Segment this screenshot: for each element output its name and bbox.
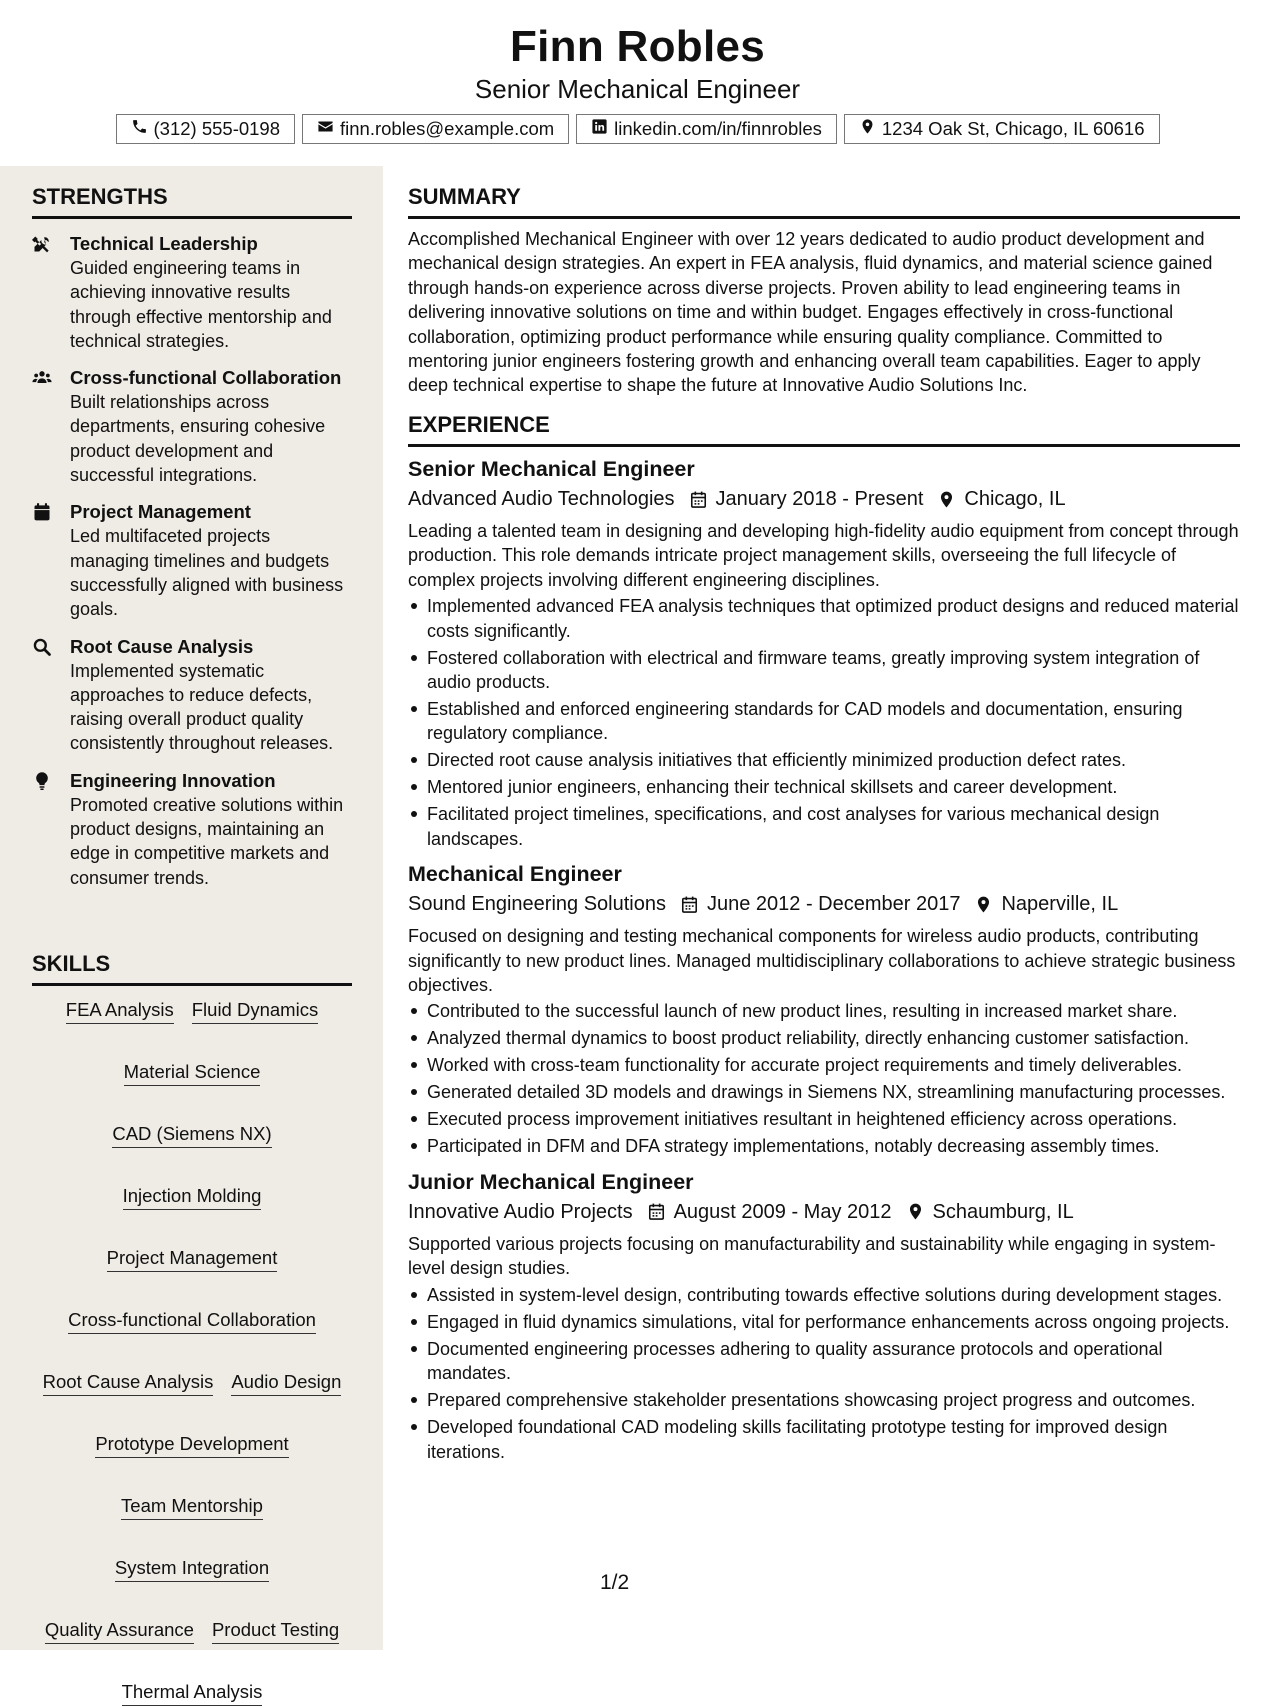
contact-address[interactable] (844, 114, 1160, 144)
job-location: Schaumburg, IL (932, 1200, 1074, 1223)
calendar-icon (647, 1202, 666, 1221)
job-location: Chicago, IL (964, 488, 1066, 510)
skill-tag: Cross-functional Collaboration (68, 1308, 316, 1334)
main-content (383, 166, 1275, 1650)
phone-icon (131, 118, 148, 140)
candidate-name: Finn Robles (509, 22, 766, 71)
strength-title: Engineering Innovation (70, 769, 276, 791)
bullet-item: Participated in DFM and DFA strategy implementations, notably decreasing assembly times. (408, 1134, 1240, 1158)
calendar-icon (680, 895, 699, 914)
job-bullets (408, 999, 1240, 1158)
summary-text: Accomplished Mechanical Engineer with over 12 years dedicated to audio product development and mechanical design strategies. An expert in FEA analysis, fluid dynamics, and material science gained through hands-on experience across diverse projects. Proven ability to lead engineering teams in delivering innovative solutions on time and within budget. Engages effectively in cross-functional collaboration, optimizing product performance while ensuring quality compliance. Committed to mentoring junior engineers fostering growth and enhancing overall team capabilities. Eager to apply deep technical expertise to shape the future at Innovative Audio Solutions Inc. (408, 229, 1213, 396)
job-meta (408, 1199, 1240, 1225)
address-text: 1234 Oak St, Chicago, IL 60616 (881, 118, 1145, 139)
skills-heading: SKILLS (32, 951, 352, 986)
bullet-item: Documented engineering processes adhering to quality assurance protocols and operational mandates. (408, 1337, 1240, 1386)
contact-linkedin[interactable] (576, 114, 837, 144)
strength-desc: Guided engineering teams in achieving innovative results through effective mentorship and technical strategies. (70, 258, 332, 351)
contact-phone[interactable] (116, 114, 296, 144)
job-description: Focused on designing and testing mechanical components for wireless audio products, contributing significantly to new product lines. Managed multidisciplinary collaborations to achieve strategic business objectives. (408, 926, 1236, 996)
tools-icon (32, 232, 70, 353)
map-pin-icon (906, 1202, 925, 1221)
contact-email[interactable] (302, 114, 569, 144)
strength-item (32, 500, 352, 621)
strengths-section (32, 184, 352, 890)
bullet-item: Assisted in system-level design, contributing towards effective solutions during development stages. (408, 1283, 1240, 1307)
bullet-item: Engaged in fluid dynamics simulations, vital for performance enhancements across ongoing projects. (408, 1310, 1240, 1334)
phone-text: (312) 555-0198 (153, 118, 281, 139)
strength-title: Root Cause Analysis (70, 635, 254, 657)
skill-tag: Team Mentorship (121, 1494, 263, 1520)
strengths-heading: STRENGTHS (32, 184, 352, 219)
skill-tag: Project Management (107, 1246, 278, 1272)
sidebar (0, 166, 383, 1702)
strength-item (32, 232, 352, 353)
bullet-item: Executed process improvement initiatives resultant in heightened efficiency across operations. (408, 1107, 1240, 1131)
skill-tag: Material Science (124, 1060, 261, 1086)
bullet-item: Analyzed thermal dynamics to boost product reliability, directly enhancing customer satisfaction. (408, 1026, 1240, 1050)
job-entry (408, 861, 1240, 1159)
experience-heading: EXPERIENCE (408, 412, 1240, 447)
map-pin-icon (974, 895, 993, 914)
envelope-icon (317, 118, 334, 140)
bullet-item: Established and enforced engineering standards for CAD models and documentation, ensuring regulatory compliance. (408, 697, 1240, 746)
search-icon (32, 635, 70, 756)
job-meta (408, 891, 1240, 917)
map-pin-icon (859, 118, 876, 140)
strength-item (32, 635, 352, 756)
bullet-item: Prepared comprehensive stakeholder presentations showcasing project progress and outcomes. (408, 1388, 1240, 1412)
strength-title: Cross-functional Collaboration (70, 367, 342, 389)
bullet-item: Fostered collaboration with electrical and firmware teams, greatly improving system integration of audio products. (408, 646, 1240, 695)
job-description: Supported various projects focusing on manufacturability and sustainability while engaging in system-level design studies. (408, 1233, 1216, 1279)
strength-item (32, 366, 352, 487)
lightbulb-icon (32, 769, 70, 890)
skill-tag: Audio Design (231, 1370, 341, 1396)
job-company: Innovative Audio Projects (408, 1200, 633, 1223)
contact-bar (0, 114, 1275, 144)
users-icon (32, 366, 70, 487)
job-dates: August 2009 - May 2012 (673, 1200, 892, 1223)
skills-section (32, 951, 352, 1706)
job-location: Naperville, IL (1001, 893, 1119, 916)
calendar-icon (689, 490, 708, 509)
skill-tag: Product Testing (212, 1618, 339, 1644)
skill-tag: Thermal Analysis (122, 1680, 263, 1706)
linkedin-icon (591, 118, 608, 140)
strength-desc: Led multifaceted projects managing timelines and budgets successfully aligned with business goals. (70, 526, 344, 620)
strength-desc: Built relationships across departments, ensuring cohesive product development and successful integrations. (70, 392, 326, 486)
candidate-title: Senior Mechanical Engineer (474, 74, 801, 104)
strength-desc: Implemented systematic approaches to reduce defects, raising overall product quality consistently throughout releases. (70, 660, 334, 754)
skill-tag: CAD (Siemens NX) (112, 1122, 271, 1148)
strength-item (32, 769, 352, 890)
job-meta (408, 486, 1240, 512)
summary-section (408, 184, 1240, 398)
bullet-item: Directed root cause analysis initiatives that efficiently minimized production defect rates. (408, 748, 1240, 772)
skill-tag: System Integration (115, 1556, 269, 1582)
job-company: Advanced Audio Technologies (408, 488, 675, 510)
skill-tag: Prototype Development (95, 1432, 288, 1458)
skill-tag: Root Cause Analysis (43, 1370, 214, 1396)
experience-section (408, 412, 1240, 1467)
skills-list (32, 998, 352, 1706)
map-pin-icon (937, 490, 956, 509)
job-dates: January 2018 - Present (715, 488, 924, 510)
linkedin-text: linkedin.com/in/finnrobles (614, 118, 822, 139)
calendar-icon (32, 500, 70, 621)
job-entry (408, 456, 1240, 851)
skill-tag: Quality Assurance (45, 1618, 194, 1644)
bullet-item: Worked with cross-team functionality for accurate project requirements and timely deliverables. (408, 1053, 1240, 1077)
summary-heading: SUMMARY (408, 184, 1240, 219)
bullet-item: Implemented advanced FEA analysis techniques that optimized product designs and reduced material costs significantly. (408, 594, 1240, 643)
skill-tag: Injection Molding (123, 1184, 262, 1210)
bullet-item: Generated detailed 3D models and drawings in Siemens NX, streamlining manufacturing processes. (408, 1080, 1240, 1104)
page-number: 1/2 (600, 1571, 630, 1594)
bullet-item: Mentored junior engineers, enhancing their technical skillsets and career development. (408, 775, 1240, 799)
job-description: Leading a talented team in designing and developing high-fidelity audio equipment from concept through production. This role demands intricate project management skills, overseeing the full lifecycle of complex projects involving different engineering disciplines. (408, 521, 1239, 590)
job-bullets (408, 594, 1240, 851)
bullet-item: Developed foundational CAD modeling skills facilitating prototype testing for improved design iterations. (408, 1415, 1240, 1464)
strength-title: Project Management (70, 501, 251, 523)
job-company: Sound Engineering Solutions (408, 893, 666, 916)
job-title: Junior Mechanical Engineer (408, 1169, 694, 1194)
strength-desc: Promoted creative solutions within product designs, maintaining an edge in competitive markets and consumer trends. (70, 794, 344, 888)
job-entry (408, 1169, 1240, 1464)
skill-tag: Fluid Dynamics (192, 998, 318, 1024)
job-dates: June 2012 - December 2017 (706, 893, 961, 916)
job-title: Senior Mechanical Engineer (408, 457, 695, 481)
bullet-item: Facilitated project timelines, specifications, and cost analyses for various mechanical design landscapes. (408, 802, 1240, 851)
email-text: finn.robles@example.com (340, 118, 555, 139)
job-bullets (408, 1283, 1240, 1464)
skill-tag: FEA Analysis (66, 998, 174, 1024)
strength-title: Technical Leadership (70, 233, 258, 254)
bullet-item: Contributed to the successful launch of new product lines, resulting in increased market share. (408, 999, 1240, 1023)
resume-header (0, 0, 1275, 166)
job-title: Mechanical Engineer (408, 862, 622, 887)
